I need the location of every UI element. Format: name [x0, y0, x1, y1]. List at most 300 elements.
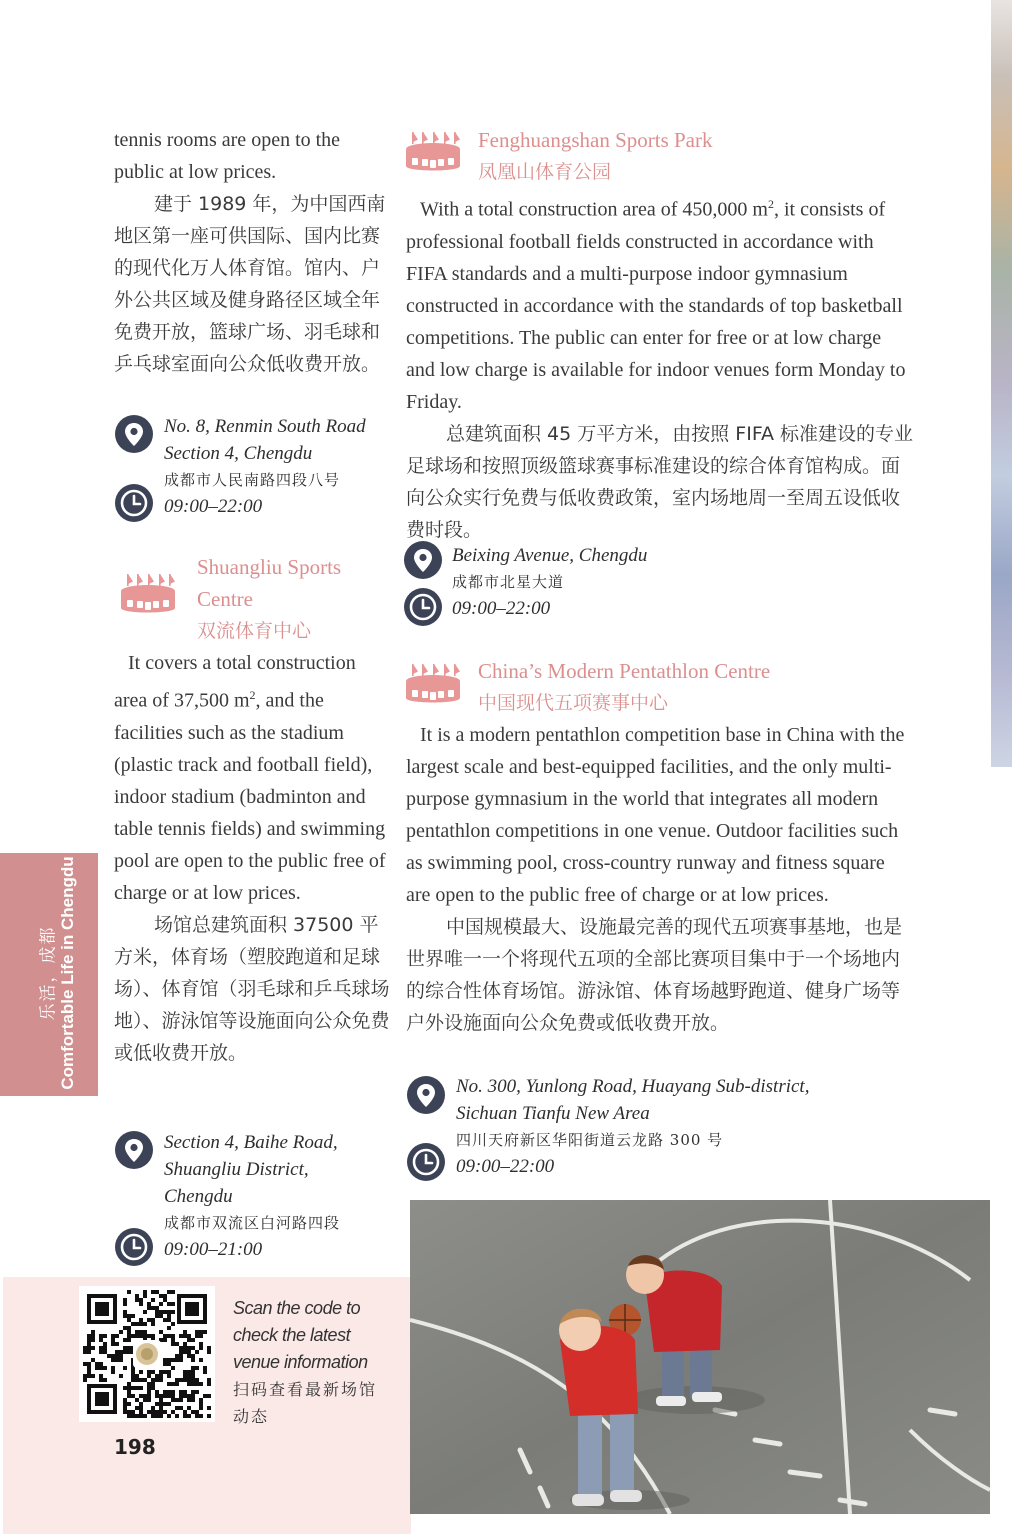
- qr-module: [191, 1346, 195, 1350]
- qr-module: [179, 1390, 183, 1394]
- qr-module: [127, 1414, 131, 1418]
- qr-module: [151, 1290, 155, 1294]
- qr-module: [167, 1362, 171, 1366]
- qr-module: [167, 1370, 171, 1374]
- venue-title-zh: 凤凰山体育公园: [478, 161, 612, 183]
- qr-module: [187, 1374, 191, 1378]
- qr-module: [183, 1346, 187, 1350]
- qr-module: [191, 1366, 195, 1370]
- qr-module: [95, 1366, 99, 1370]
- qr-module: [127, 1346, 131, 1350]
- stadium-icon: [120, 572, 176, 618]
- qr-module: [187, 1334, 191, 1338]
- qr-module: [103, 1342, 107, 1346]
- qr-module: [155, 1410, 159, 1414]
- qr-module: [135, 1414, 139, 1418]
- address-en-line: Section 4, Baihe Road,: [164, 1132, 338, 1153]
- qr-module: [159, 1374, 163, 1378]
- qr-module: [147, 1410, 151, 1414]
- qr-module: [123, 1350, 127, 1354]
- qr-module: [119, 1350, 123, 1354]
- qr-module: [199, 1402, 203, 1406]
- qr-module: [199, 1330, 203, 1334]
- qr-module: [99, 1374, 103, 1378]
- qr-module: [131, 1378, 135, 1382]
- venue-description-zh: 场馆总建筑面积 37500 平方米，体育场（塑胶跑道和足球场）、体育馆（羽毛球和乒乓球场地）、游泳馆等设施面向公众免费或低收费开放。: [114, 913, 390, 1064]
- qr-module: [167, 1390, 171, 1394]
- qr-module: [175, 1414, 179, 1418]
- qr-module: [143, 1290, 147, 1294]
- qr-module: [171, 1394, 175, 1398]
- qr-module: [99, 1346, 103, 1350]
- qr-module: [151, 1382, 155, 1386]
- qr-module: [203, 1366, 207, 1370]
- qr-module: [123, 1410, 127, 1414]
- qr-module: [135, 1406, 139, 1410]
- qr-module: [99, 1378, 103, 1382]
- qr-module: [183, 1414, 187, 1418]
- qr-module: [119, 1358, 123, 1362]
- qr-module: [159, 1310, 163, 1314]
- qr-module: [99, 1334, 103, 1338]
- qr-module: [135, 1294, 139, 1298]
- qr-module: [195, 1350, 199, 1354]
- qr-module: [103, 1346, 107, 1350]
- venue-info-block: [164, 413, 404, 520]
- qr-module: [151, 1378, 155, 1382]
- qr-module: [167, 1302, 171, 1306]
- address-en-line: Section 4, Chengdu: [164, 443, 313, 464]
- qr-module: [131, 1370, 135, 1374]
- qr-module: [159, 1394, 163, 1398]
- qr-module: [199, 1414, 203, 1418]
- qr-module: [171, 1338, 175, 1342]
- qr-module: [135, 1334, 139, 1338]
- qr-module: [99, 1366, 103, 1370]
- qr-module: [151, 1318, 155, 1322]
- venue-title-en: Centre: [197, 587, 253, 611]
- qr-module: [87, 1350, 91, 1354]
- section-side-tab: [0, 853, 98, 1096]
- qr-module: [103, 1378, 107, 1382]
- qr-module: [207, 1394, 211, 1398]
- qr-module: [171, 1302, 175, 1306]
- qr-module: [199, 1382, 203, 1386]
- qr-module: [119, 1354, 123, 1358]
- qr-module: [195, 1414, 199, 1418]
- qr-module: [147, 1318, 151, 1322]
- qr-module: [111, 1342, 115, 1346]
- qr-module: [191, 1398, 195, 1402]
- venue-info-block: [452, 542, 892, 622]
- qr-module: [115, 1342, 119, 1346]
- address-en-line: No. 8, Renmin South Road: [164, 416, 366, 437]
- qr-module: [179, 1398, 183, 1402]
- scan-caption-zh: 动态: [233, 1407, 270, 1426]
- qr-module: [139, 1318, 143, 1322]
- address-en-line: Chengdu: [164, 1186, 233, 1207]
- address-zh: 成都市北星大道: [452, 573, 565, 591]
- qr-module: [127, 1386, 131, 1390]
- qr-module: [83, 1350, 87, 1354]
- qr-module: [143, 1334, 147, 1338]
- qr-module: [143, 1310, 147, 1314]
- qr-module: [159, 1398, 163, 1402]
- qr-module: [195, 1390, 199, 1394]
- qr-module: [175, 1378, 179, 1382]
- qr-module: [187, 1414, 191, 1418]
- qr-module: [179, 1358, 183, 1362]
- scan-caption-en: check the latest: [233, 1325, 351, 1345]
- qr-module: [163, 1358, 167, 1362]
- qr-module: [87, 1334, 91, 1338]
- qr-module: [83, 1362, 87, 1366]
- qr-module: [139, 1302, 143, 1306]
- qr-module: [95, 1362, 99, 1366]
- qr-module: [163, 1298, 167, 1302]
- qr-module: [87, 1374, 91, 1378]
- qr-module: [187, 1378, 191, 1382]
- qr-module: [183, 1394, 187, 1398]
- qr-module: [155, 1310, 159, 1314]
- qr-module: [191, 1390, 195, 1394]
- qr-module: [135, 1374, 139, 1378]
- qr-module: [91, 1338, 95, 1342]
- venue-description-en: With a total construction area of 450,000 $m^2$, it consists of professional football fields constructed in accordance with FIFA standards and a multi-purpose indoor gymnasium constructed in accordance with the standards of top basketball competitions. The public can enter for free or at low charge and low charge is available for indoor venues form Monday to Friday.: [406, 197, 906, 413]
- qr-module: [167, 1382, 171, 1386]
- qr-module: [179, 1346, 183, 1350]
- qr-module: [195, 1378, 199, 1382]
- qr-module: [155, 1314, 159, 1318]
- left-column-top: [114, 124, 394, 380]
- qr-module: [91, 1346, 95, 1350]
- qr-module: [139, 1298, 143, 1302]
- qr-module: [191, 1410, 195, 1414]
- basketball-photo: [410, 1200, 990, 1514]
- qr-module: [87, 1346, 91, 1350]
- qr-module: [119, 1374, 123, 1378]
- clock-icon: [114, 483, 154, 523]
- qr-module: [147, 1334, 151, 1338]
- qr-module: [115, 1354, 119, 1358]
- qr-module: [183, 1378, 187, 1382]
- location-pin-icon: [114, 1130, 154, 1170]
- address-en-line: Sichuan Tianfu New Area: [456, 1103, 650, 1124]
- qr-module: [207, 1350, 211, 1354]
- qr-module: [139, 1394, 143, 1398]
- qr-module: [127, 1350, 131, 1354]
- venue-description-zh: 中国规模最大、设施最完善的现代五项赛事基地，也是世界唯一一个将现代五项的全部比赛项目集中于一个场地内的综合性体育场馆。游泳馆、体育场越野跑道、健身广场等户外设施面向公众免费或低收费开放。: [406, 916, 903, 1034]
- qr-module: [207, 1382, 211, 1386]
- qr-module: [131, 1374, 135, 1378]
- scan-caption: [233, 1295, 408, 1430]
- qr-module: [143, 1322, 147, 1326]
- venue-description-zh: 总建筑面积 45 万平方米，由按照 FIFA 标准建设的专业足球场和按照顶级篮球赛事标准建设的综合体育馆构成。面向公众实行免费与低收费政策，室内场地周一至周五设低收费时段。: [406, 422, 914, 541]
- qr-module: [199, 1398, 203, 1402]
- qr-module: [155, 1402, 159, 1406]
- qr-module: [187, 1382, 191, 1386]
- qr-module: [139, 1330, 143, 1334]
- qr-module: [135, 1330, 139, 1334]
- side-tab-en: Comfortable Life in Chengdu: [58, 856, 77, 1090]
- stadium-icon: [405, 130, 461, 176]
- qr-module: [175, 1406, 179, 1410]
- qr-module: [163, 1310, 167, 1314]
- qr-module: [119, 1330, 123, 1334]
- qr-module: [175, 1342, 179, 1346]
- page-number: 198: [114, 1435, 156, 1459]
- qr-module: [147, 1398, 151, 1402]
- qr-module: [167, 1334, 171, 1338]
- qr-module: [167, 1310, 171, 1314]
- qr-module: [151, 1334, 155, 1338]
- venue-title-zh: 中国现代五项赛事中心: [478, 692, 669, 714]
- qr-module: [131, 1314, 135, 1318]
- venue-title-en: China’s Modern Pentathlon Centre: [478, 659, 771, 683]
- qr-module: [103, 1334, 107, 1338]
- qr-module: [91, 1358, 95, 1362]
- address-zh: 四川天府新区华阳街道云龙路 300 号: [456, 1131, 724, 1149]
- qr-module: [111, 1334, 115, 1338]
- venue-title-zh: 双流体育中心: [197, 620, 312, 642]
- qr-module: [175, 1398, 179, 1402]
- venue-description-en: It is a modern pentathlon competition base in China with the largest scale and best-equipped facilities, and the only multi-purpose gymnasium in the world that integrates all modern pentathlon competitions in one venue. Outdoor facilities such as swimming pool, cross-country runway and fitness square are open to the public free of charge or at low prices.: [406, 724, 905, 906]
- qr-module: [151, 1370, 155, 1374]
- qr-module: [159, 1370, 163, 1374]
- qr-module: [199, 1346, 203, 1350]
- qr-module: [171, 1334, 175, 1338]
- location-pin-icon: [406, 1075, 446, 1115]
- address-zh: 成都市人民南路四段八号: [164, 471, 341, 489]
- qr-module: [123, 1338, 127, 1342]
- qr-module: [111, 1338, 115, 1342]
- venue-title: [197, 551, 397, 647]
- qr-module: [87, 1338, 91, 1342]
- qr-module: [151, 1406, 155, 1410]
- venue-title-en: Shuangliu Sports: [197, 555, 342, 579]
- qr-module: [139, 1410, 143, 1414]
- qr-module: [171, 1382, 175, 1386]
- qr-module: [143, 1394, 147, 1398]
- qr-module: [191, 1378, 195, 1382]
- qr-module: [91, 1334, 95, 1338]
- qr-module: [187, 1406, 191, 1410]
- qr-module: [151, 1306, 155, 1310]
- qr-module: [163, 1334, 167, 1338]
- qr-module: [123, 1406, 127, 1410]
- location-pin-icon: [114, 414, 154, 454]
- qr-module: [187, 1338, 191, 1342]
- qr-module: [143, 1294, 147, 1298]
- qr-module: [155, 1414, 159, 1418]
- qr-module: [179, 1334, 183, 1338]
- qr-module: [183, 1330, 187, 1334]
- qr-module: [179, 1350, 183, 1354]
- qr-module: [195, 1382, 199, 1386]
- qr-module: [191, 1338, 195, 1342]
- qr-module: [203, 1394, 207, 1398]
- qr-module: [115, 1350, 119, 1354]
- qr-module: [159, 1414, 163, 1418]
- qr-module: [183, 1334, 187, 1338]
- qr-module: [171, 1310, 175, 1314]
- qr-module: [187, 1346, 191, 1350]
- qr-module: [139, 1414, 143, 1418]
- qr-module: [195, 1410, 199, 1414]
- qr-module: [163, 1370, 167, 1374]
- qr-module: [187, 1394, 191, 1398]
- qr-module: [127, 1402, 131, 1406]
- stadium-icon: [405, 662, 461, 708]
- qr-module: [155, 1374, 159, 1378]
- qr-module: [151, 1410, 155, 1414]
- qr-module: [123, 1398, 127, 1402]
- edge-photo-strip: [991, 0, 1012, 767]
- qr-module: [147, 1370, 151, 1374]
- qr-module: [191, 1358, 195, 1362]
- qr-module: [167, 1394, 171, 1398]
- qr-module: [139, 1322, 143, 1326]
- qr-module: [159, 1314, 163, 1318]
- qr-module: [167, 1374, 171, 1378]
- qr-module: [115, 1334, 119, 1338]
- qr-module: [147, 1382, 151, 1386]
- qr-module: [123, 1302, 127, 1306]
- clock-icon: [114, 1227, 154, 1267]
- qr-module: [131, 1394, 135, 1398]
- qr-module: [123, 1346, 127, 1350]
- qr-module: [207, 1346, 211, 1350]
- qr-module: [123, 1298, 127, 1302]
- qr-module: [155, 1290, 159, 1294]
- qr-module: [191, 1394, 195, 1398]
- qr-module: [163, 1410, 167, 1414]
- venue-description: [406, 719, 914, 1039]
- qr-module: [131, 1410, 135, 1414]
- qr-module: [147, 1302, 151, 1306]
- qr-module: [103, 1350, 107, 1354]
- qr-module: [123, 1310, 127, 1314]
- qr-module: [91, 1374, 95, 1378]
- qr-module: [159, 1378, 163, 1382]
- qr-module: [107, 1354, 111, 1358]
- qr-module: [127, 1330, 131, 1334]
- qr-module: [179, 1394, 183, 1398]
- qr-module: [139, 1378, 143, 1382]
- qr-module: [99, 1338, 103, 1342]
- qr-module: [87, 1342, 91, 1346]
- qr-module: [139, 1406, 143, 1410]
- qr-module: [167, 1326, 171, 1330]
- qr-module: [199, 1358, 203, 1362]
- qr-module: [195, 1366, 199, 1370]
- venue-title: [478, 655, 918, 719]
- address-zh: 成都市双流区白河路四段: [164, 1214, 341, 1232]
- qr-module: [135, 1298, 139, 1302]
- qr-module: [135, 1322, 139, 1326]
- qr-module: [179, 1354, 183, 1358]
- clock-icon: [403, 587, 443, 627]
- qr-module: [135, 1378, 139, 1382]
- qr-module: [139, 1370, 143, 1374]
- qr-module: [127, 1410, 131, 1414]
- qr-code[interactable]: [79, 1286, 215, 1422]
- qr-module: [183, 1342, 187, 1346]
- qr-module: [143, 1414, 147, 1418]
- side-tab-zh: 乐活，成都: [38, 925, 59, 1021]
- qr-module: [91, 1330, 95, 1334]
- qr-module: [123, 1402, 127, 1406]
- qr-module: [147, 1306, 151, 1310]
- venue-title: [478, 124, 898, 188]
- qr-module: [167, 1358, 171, 1362]
- qr-module: [99, 1350, 103, 1354]
- qr-module: [183, 1374, 187, 1378]
- qr-module: [155, 1390, 159, 1394]
- qr-module: [163, 1362, 167, 1366]
- qr-module: [159, 1330, 163, 1334]
- qr-module: [195, 1334, 199, 1338]
- qr-module: [123, 1326, 127, 1330]
- qr-module: [143, 1398, 147, 1402]
- clock-icon: [406, 1142, 446, 1182]
- qr-module: [171, 1398, 175, 1402]
- qr-module: [171, 1290, 175, 1294]
- qr-module: [115, 1358, 119, 1362]
- qr-module: [147, 1374, 151, 1378]
- scan-caption-zh: 扫码查看最新场馆: [233, 1380, 378, 1399]
- qr-module: [159, 1406, 163, 1410]
- qr-module: [159, 1294, 163, 1298]
- continued-text-zh: 建于 1989 年，为中国西南地区第一座可供国际、国内比赛的现代化万人体育馆。馆内、户外公共区域及健身路径区域全年免费开放，篮球广场、羽毛球和乒乓球室面向公众低收费开放。: [114, 193, 386, 375]
- qr-module: [151, 1414, 155, 1418]
- qr-module: [87, 1370, 91, 1374]
- qr-module: [155, 1378, 159, 1382]
- qr-module: [87, 1366, 91, 1370]
- qr-module: [171, 1410, 175, 1414]
- venue-title-en: Fenghuangshan Sports Park: [478, 128, 713, 152]
- qr-module: [139, 1334, 143, 1338]
- address-en-line: Beixing Avenue, Chengdu: [452, 545, 648, 566]
- qr-module: [163, 1402, 167, 1406]
- venue-description-en: It covers a total construction area of 37,500 $m^2$, and the facilities such as the stadium (plastic track and football field), indoor stadium (badminton and table tennis fields) and swimming pool are open to the public free of charge or at low prices.: [114, 652, 386, 904]
- qr-module: [171, 1366, 175, 1370]
- qr-module: [111, 1358, 115, 1362]
- qr-module: [111, 1366, 115, 1370]
- qr-module: [207, 1406, 211, 1410]
- qr-module: [187, 1350, 191, 1354]
- qr-module: [127, 1390, 131, 1394]
- qr-module: [83, 1346, 87, 1350]
- qr-module: [175, 1382, 179, 1386]
- qr-module: [103, 1366, 107, 1370]
- scan-caption-en: Scan the code to: [233, 1298, 361, 1318]
- qr-module: [87, 1362, 91, 1366]
- qr-module: [131, 1334, 135, 1338]
- qr-module: [111, 1354, 115, 1358]
- qr-module: [135, 1386, 139, 1390]
- qr-module: [83, 1374, 87, 1378]
- qr-module: [183, 1390, 187, 1394]
- qr-module: [171, 1358, 175, 1362]
- qr-module: [159, 1410, 163, 1414]
- qr-module: [195, 1330, 199, 1334]
- continued-text-en: tennis rooms are open to the public at low prices.: [114, 129, 341, 183]
- scan-code-box: [3, 1277, 411, 1534]
- scan-caption-en: venue information: [233, 1352, 368, 1372]
- venue-description: [114, 647, 392, 1069]
- opening-hours: 09:00–22:00: [164, 496, 263, 517]
